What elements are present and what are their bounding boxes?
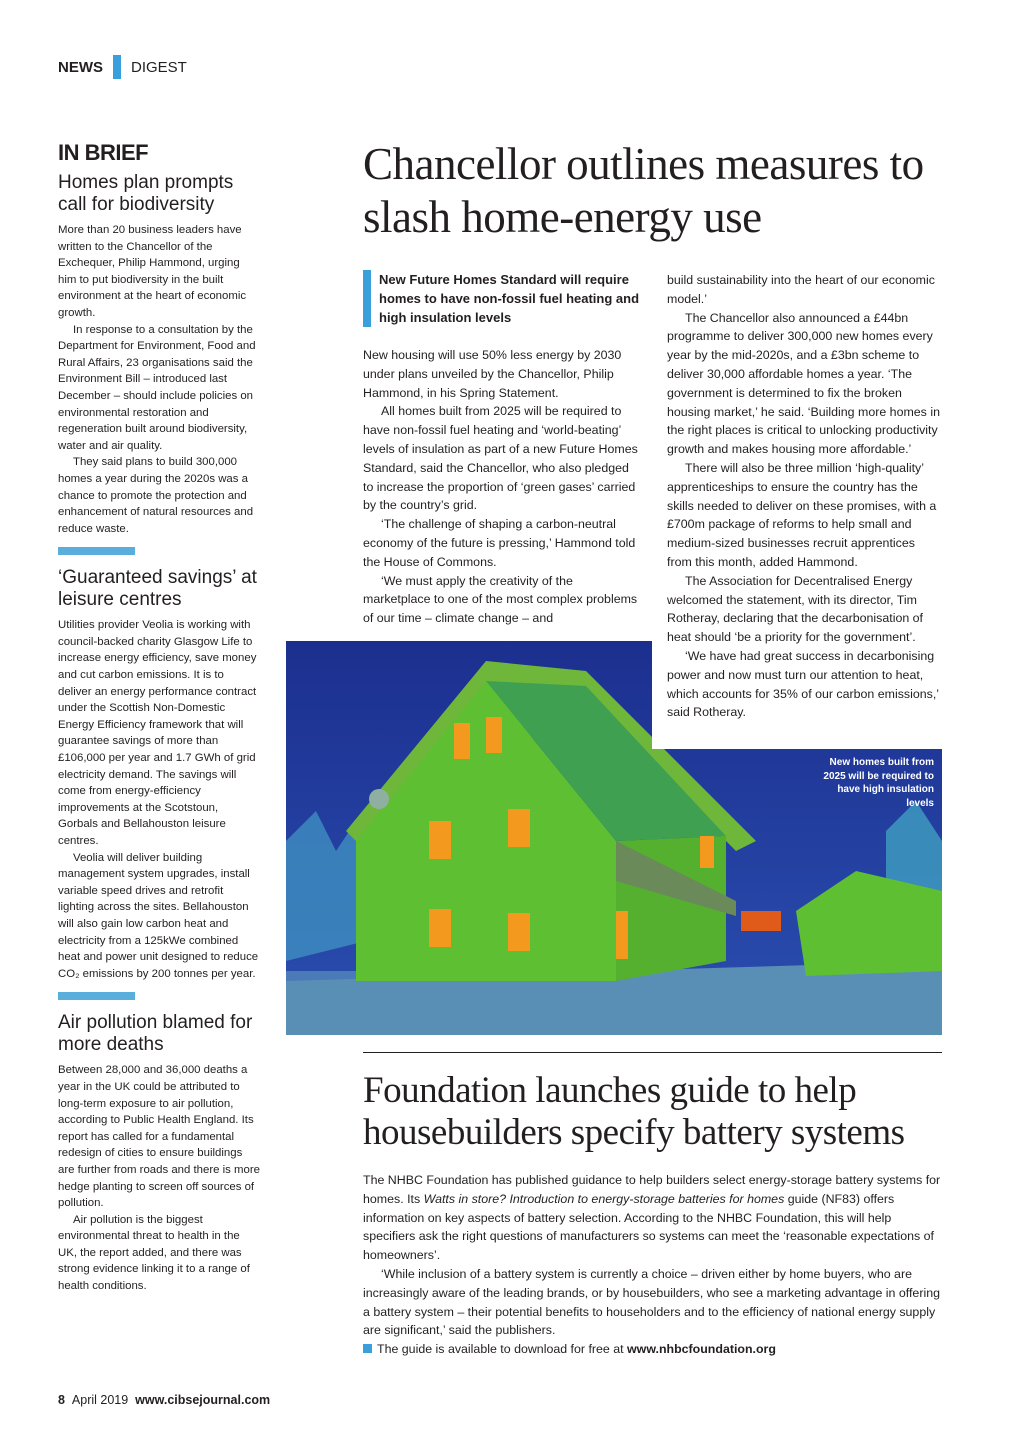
in-brief-title: IN BRIEF (58, 140, 149, 165)
download-note (363, 1340, 943, 1359)
standfirst-accent-bar (363, 270, 371, 327)
article-column-2 (667, 271, 942, 722)
brief-paragraph: Veolia will deliver building management system upgrades, install variable speed drives and retrofit lighting across the sites. Bellahouston will also gain low carbon heat and electricity from a 125kWe combined heat and power unit designed to reduce CO₂ emissions by 200 tonnes per year. (58, 851, 259, 980)
site-url: www.cibsejournal.com (135, 1393, 271, 1407)
standfirst (363, 270, 643, 327)
second-headline: Foundation launches guide to help housebuilders specify battery systems (363, 1070, 905, 1153)
subsection-label: DIGEST (131, 58, 187, 76)
nhbc-link[interactable]: www.nhbcfoundation.org (627, 1342, 776, 1357)
brief-paragraph: Between 28,000 and 36,000 deaths a year in the UK could be attributed to long-term exposure to air pollution, according to Public Health England. Its report has called for a fundamental redesign of cities to ensure buildings are further from roads and there is more hedge planting to screen off sources of pollution. (58, 1064, 260, 1210)
article-paragraph: There will also be three million ‘high-quality’ apprenticeships to ensure the country has the skills needed to deliver on these promises, with a £700m package of reforms to help small and medium-sized businesses recruit apprentices from this month, added Hammond. (667, 460, 937, 569)
section-label: NEWS (58, 58, 103, 76)
article-paragraph: New housing will use 50% less energy by 2030 under plans unveiled by the Chancellor, Philip Hammond, in his Spring Statement. (363, 348, 622, 400)
brief-paragraph: They said plans to build 300,000 homes a year during the 2020s was a chance to promote the protection and enhancement of natural resources and reduce waste. (58, 456, 254, 535)
article-paragraph (363, 1171, 943, 1265)
brief-headline: ‘Guaranteed savings’ at leisure centres (58, 567, 257, 611)
page-footer (58, 1393, 270, 1407)
article-divider (363, 1052, 942, 1053)
brief-paragraph: Utilities provider Veolia is working with council-backed charity Glasgow Life to increase energy efficiency, save money and cut carbon emissions. It is to deliver an energy performance contract under the Scottish Non-Domestic Energy Efficiency framework that will guarantee savings of more than £106,000 per year and 1.7 GWh of grid electricity demand. The savings will come from energy-efficiency improvements at the Scotstoun, Gorbals and Bellahouston leisure centres. (58, 619, 257, 847)
article-paragraph: ‘We have had great success in decarbonising power and now must turn our attention to heat, which accounts for 35% of our carbon emissions,’ said Rotheray. (667, 648, 939, 720)
photo-caption: New homes built from 2025 will be required to have high insulation levels (823, 757, 934, 809)
article-paragraph: build sustainability into the heart of our economic model.’ (667, 273, 935, 306)
article-paragraph: ‘The challenge of shaping a carbon-neutral economy of the future is pressing,’ Hammond told the House of Commons. (363, 517, 636, 569)
header-accent-bar (113, 55, 121, 79)
main-headline: Chancellor outlines measures to slash home-energy use (363, 139, 924, 242)
bullet-square-icon (363, 1344, 372, 1353)
article-paragraph: All homes built from 2025 will be required to have non-fossil fuel heating and ‘world-beating’ levels of insulation as part of a new Future Homes Standard, said the Chancellor, who also pledged to increase the proportion of ‘green gases’ carried by the country’s grid. (363, 404, 638, 513)
brief-paragraph: More than 20 business leaders have written to the Chancellor of the Exchequer, Philip Hammond, urging him to put biodiversity in the built environment at the heart of economic growth. (58, 224, 247, 319)
text-run: The guide is available to download for free at (377, 1342, 628, 1357)
page-number: 8 (58, 1393, 65, 1407)
brief-headline: Air pollution blamed for more deaths (58, 1012, 253, 1056)
brief-headline: Homes plan prompts call for biodiversity (58, 172, 234, 215)
article-paragraph: The Chancellor also announced a £44bn programme to deliver 300,000 new homes every year by the mid-2020s, and a £3bn scheme to deliver 30,000 affordable homes a year. ‘The government is determined to fix the broken housing market,’ he said. ‘Building more homes in the right places is critical to unlocking productivity growth and makes housing more affordable.’ (667, 310, 940, 457)
standfirst-text: New Future Homes Standard will require homes to have non-fossil fuel heating and high insulation levels (379, 272, 640, 325)
section-header (58, 55, 187, 79)
in-brief-column (58, 140, 260, 1295)
article-paragraph: ‘We must apply the creativity of the marketplace to one of the most complex problems of our time – climate change – and (363, 573, 638, 626)
article-paragraph: ‘While inclusion of a battery system is currently a choice – driven either by home buyers, who are increasingly aware of the leading brands, or by housebuilders, who see a marketing advantage in offering a battery system – their potential benefits to householders and to the efficiency of national energy supply are significant,’ said the publishers. (363, 1266, 940, 1338)
second-article-body (363, 1171, 943, 1359)
article-column-1 (363, 346, 638, 628)
text-run: The NHBC Foundation has published guidance to help builders select energy-storage battery systems for homes. Its (363, 1173, 941, 1206)
brief-divider (58, 992, 135, 1000)
brief-paragraph: In response to a consultation by the Department for Environment, Food and Rural Affairs, 23 organisations said the Environment Bill – introduced last December – should include policies on environmental restoration and regeneration built around biodiversity, water and air quality. (58, 323, 256, 452)
article-paragraph: The Association for Decentralised Energy welcomed the statement, with its director, Tim Rotheray, declaring that the decarbonisation of heat should ‘be a priority for the government’. (667, 573, 924, 645)
issue-date: April 2019 (71, 1393, 129, 1407)
brief-divider (58, 547, 135, 555)
brief-paragraph: Air pollution is the biggest environmental threat to health in the UK, the report added, and there was strong evidence linking it to a range of health conditions. (58, 1213, 250, 1293)
guide-title: Watts in store? Introduction to energy-storage batteries for homes (423, 1191, 785, 1206)
text-run: guide (NF83) offers information on key aspects of battery selection. According to the NHBC Foundation, this will help specifiers ask the right questions of manufacturers so systems can meet the ‘reasonable expectations of homeowners’. (363, 1191, 934, 1263)
